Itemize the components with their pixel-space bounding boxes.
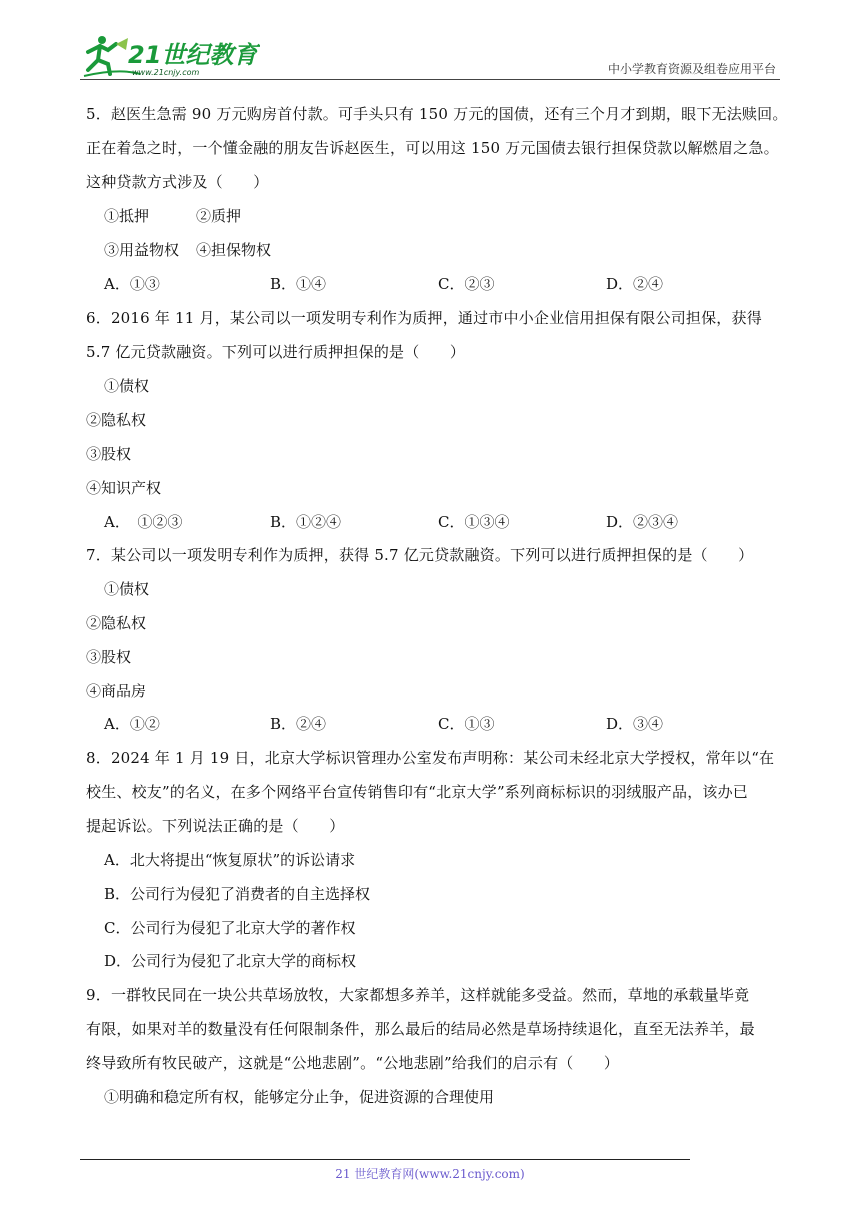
q9-stem-line-2: 有限，如果对羊的数量没有任何限制条件，那么最后的结局必然是草场持续退化，直至无法养羊，最 (86, 1020, 755, 1038)
q9-stem-line-1: 9．一群牧民同在一块公共草场放牧，大家都想多养羊，这样就能多受益。然而，草地的承载量毕竟 (86, 986, 750, 1004)
header-divider (80, 79, 780, 80)
q5-item-3: ③用益物权 (104, 241, 180, 259)
q9-stem-line-3: 终导致所有牧民破产，这就是“公地悲剧”。“公地悲剧”给我们的启示有（ ） (86, 1054, 620, 1072)
q8-option-a[interactable]: A．北大将提出“恢复原状”的诉讼请求 (104, 851, 356, 869)
q6-item-4: ④知识产权 (86, 479, 162, 497)
q7-stem-line-1: 7．某公司以一项发明专利作为质押，获得 5.7 亿元贷款融资。下列可以进行质押担保的是（ ） (86, 546, 754, 564)
q5-stem-line-2: 正在着急之时，一个懂金融的朋友告诉赵医生，可以用这 150 万元国债去银行担保贷款以解燃眉之急。 (86, 139, 779, 157)
q6-item-1: ①债权 (104, 377, 150, 395)
site-logo (80, 30, 260, 80)
logo-url: www.21cnjy.com (132, 68, 200, 77)
q8-stem-line-2: 校生、校友”的名义，在多个网络平台宣传销售印有“北京大学”系列商标标识的羽绒服产品，该办已 (86, 783, 749, 801)
q7-item-1: ①债权 (104, 580, 150, 598)
q7-item-2: ②隐私权 (86, 614, 147, 632)
q7-option-a[interactable]: A．①② (104, 715, 160, 733)
q6-item-3: ③股权 (86, 445, 132, 463)
q5-item-2: ②质押 (196, 207, 242, 225)
q5-item-4: ④担保物权 (196, 241, 272, 259)
q5-option-d[interactable]: D．②④ (606, 275, 664, 293)
q6-option-c[interactable]: C．①③④ (438, 513, 510, 531)
footer-link[interactable]: 21 世纪教育网(www.21cnjy.com) (335, 1167, 525, 1181)
q6-option-a[interactable]: A． ①②③ (104, 513, 183, 531)
q6-stem-line-1: 6．2016 年 11 月，某公司以一项发明专利作为质押，通过市中小企业信用担保有限公司担保，获得 (86, 309, 762, 327)
q6-item-2: ②隐私权 (86, 411, 147, 429)
q7-item-4: ④商品房 (86, 682, 147, 700)
q5-option-c[interactable]: C．②③ (438, 275, 495, 293)
q6-stem-line-2: 5.7 亿元贷款融资。下列可以进行质押担保的是（ ） (86, 343, 466, 361)
q8-stem-line-3: 提起诉讼。下列说法正确的是（ ） (86, 817, 345, 835)
q7-option-d[interactable]: D．③④ (606, 715, 664, 733)
q5-stem-line-1: 5．赵医生急需 90 万元购房首付款。可手头只有 150 万元的国债，还有三个月才到期，眼下无法赎回。 (86, 105, 788, 123)
q5-option-b[interactable]: B．①④ (270, 275, 327, 293)
page-header (80, 30, 780, 80)
q8-stem-line-1: 8．2024 年 1 月 19 日，北京大学标识管理办公室发布声明称：某公司未经北京大学授权，常年以“在 (86, 749, 775, 767)
q5-option-a[interactable]: A．①③ (104, 275, 160, 293)
q8-option-b[interactable]: B．公司行为侵犯了消费者的自主选择权 (104, 885, 371, 903)
q5-item-1: ①抵押 (104, 207, 150, 225)
q9-item-1: ①明确和稳定所有权，能够定分止争，促进资源的合理使用 (104, 1088, 495, 1106)
footer-divider (80, 1159, 690, 1160)
q6-option-d[interactable]: D．②③④ (606, 513, 679, 531)
q7-option-b[interactable]: B．②④ (270, 715, 327, 733)
logo-text: 21世纪教育 (128, 41, 258, 69)
q6-option-b[interactable]: B．①②④ (270, 513, 342, 531)
platform-name: 中小学教育资源及组卷应用平台 (607, 62, 776, 76)
q5-stem-line-3: 这种贷款方式涉及（ ） (86, 173, 269, 191)
q8-option-d[interactable]: D．公司行为侵犯了北京大学的商标权 (104, 952, 357, 970)
q7-item-3: ③股权 (86, 648, 132, 666)
q8-option-c[interactable]: C．公司行为侵犯了北京大学的著作权 (104, 919, 356, 937)
q7-option-c[interactable]: C．①③ (438, 715, 495, 733)
